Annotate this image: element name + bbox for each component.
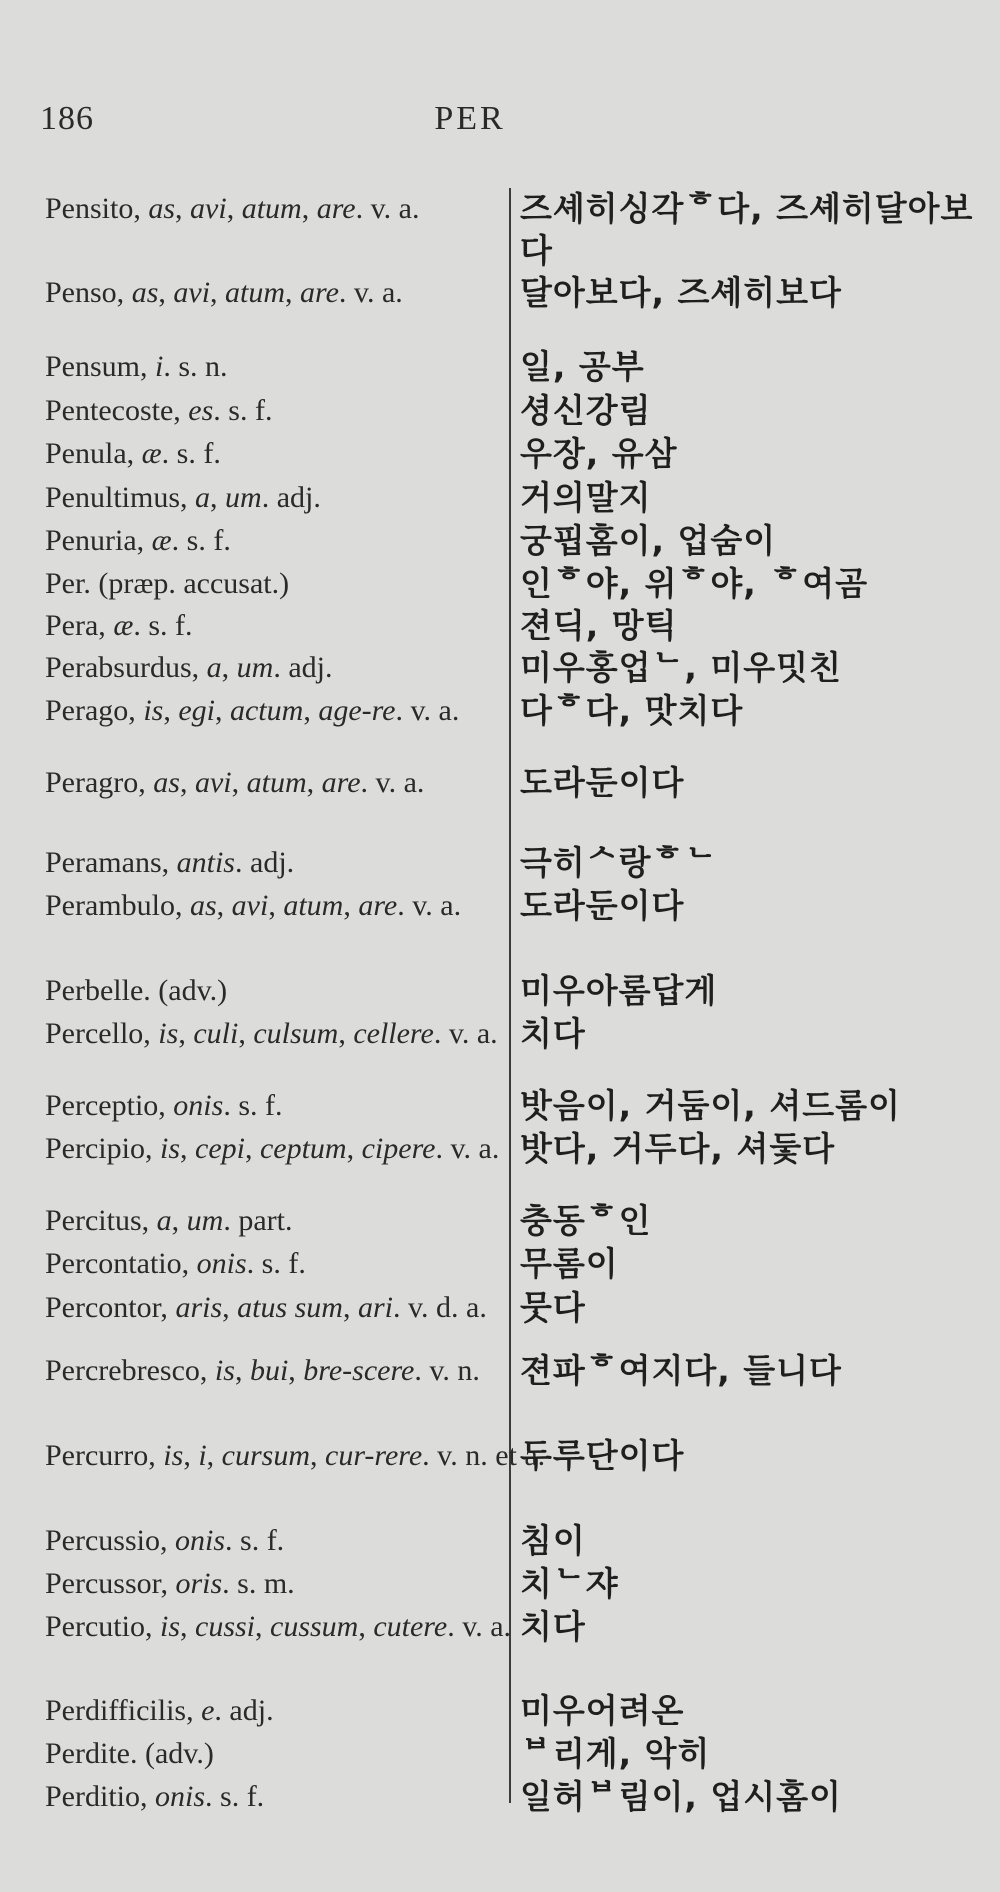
korean-definition: 미우홍업ᄂ, 미우밋친 <box>520 648 842 687</box>
korean-definition: 침이 <box>520 1521 586 1560</box>
korean-definition: 미우아롬답게 <box>520 971 718 1010</box>
korean-definition: 충동ᄒ인 <box>520 1201 652 1240</box>
korean-definition: 치ᄂ쟈 <box>520 1564 619 1603</box>
latin-headword: Penuria, æ. s. f. <box>45 524 231 557</box>
korean-definition: 다ᄒ다, 맛치다 <box>520 691 744 730</box>
korean-definition: 무롬이 <box>520 1244 619 1283</box>
latin-headword: Perditio, onis. s. f. <box>45 1780 265 1813</box>
korean-definition: 미우어려온 <box>520 1691 685 1730</box>
latin-headword: Peragro, as, avi, atum, are. v. a. <box>45 766 425 799</box>
korean-definition: 궁핍홈이, 업숨이 <box>520 521 777 560</box>
latin-headword: Percontor, aris, atus sum, ari. v. d. a. <box>45 1291 487 1324</box>
korean-definition: 젼딕, 망틱 <box>520 606 678 645</box>
korean-definition: 두루단이다 <box>520 1436 685 1475</box>
latin-headword: Percontatio, onis. s. f. <box>45 1247 306 1280</box>
korean-definition: 달아보다, 즈셰히보다 <box>520 273 842 312</box>
korean-definition: 치다 <box>520 1014 586 1053</box>
korean-definition: 거의말지 <box>520 478 652 517</box>
latin-headword: Pera, æ. s. f. <box>45 609 193 642</box>
korean-definition: 일허ᄇ림이, 업시홈이 <box>520 1777 842 1816</box>
korean-definition: 밧음이, 거둠이, 셔드롬이 <box>520 1086 901 1125</box>
latin-headword: Perago, is, egi, actum, age-re. v. a. <box>45 694 460 727</box>
latin-headword: Percello, is, culi, culsum, cellere. v. a. <box>45 1017 498 1050</box>
running-head-text: PER <box>434 100 506 137</box>
latin-headword: Per. (præp. accusat.) <box>45 567 290 600</box>
latin-headword: Pensum, i. s. n. <box>45 350 228 383</box>
korean-definition: 도라둔이다 <box>520 886 685 925</box>
latin-headword: Perabsurdus, a, um. adj. <box>45 651 333 684</box>
latin-headword: Percutio, is, cussi, cussum, cutere. v. a. <box>45 1610 512 1643</box>
latin-headword: Percrebresco, is, bui, bre-scere. v. n. <box>45 1354 480 1387</box>
latin-headword: Percurro, is, i, cursum, cur-rere. v. n. et a. <box>45 1439 546 1472</box>
korean-definition: 우장, 유삼 <box>520 434 678 473</box>
latin-headword: Percipio, is, cepi, ceptum, cipere. v. a. <box>45 1132 500 1165</box>
latin-headword: Perceptio, onis. s. f. <box>45 1089 283 1122</box>
latin-headword: Penultimus, a, um. adj. <box>45 481 321 514</box>
latin-headword: Peramans, antis. adj. <box>45 846 295 879</box>
korean-definition: 즈셰히싱각ᄒ다, 즈셰히달아보다 <box>520 189 974 270</box>
korean-definition: 젼파ᄒ여지다, 들니다 <box>520 1351 842 1390</box>
korean-definition: 극히ᄉ랑ᄒᄂ <box>520 843 718 882</box>
latin-headword: Perambulo, as, avi, atum, are. v. a. <box>45 889 462 922</box>
latin-headword: Pensito, as, avi, atum, are. v. a. <box>45 192 420 225</box>
latin-headword: Percitus, a, um. part. <box>45 1204 293 1237</box>
latin-headword: Percussio, onis. s. f. <box>45 1524 285 1557</box>
korean-definition: ᄇ리게, 악히 <box>520 1734 711 1773</box>
latin-headword: Perdifficilis, e. adj. <box>45 1694 274 1727</box>
korean-definition: 셩신강림 <box>520 391 652 430</box>
latin-headword: Percussor, oris. s. m. <box>45 1567 295 1600</box>
latin-headword: Perbelle. (adv.) <box>45 974 228 1007</box>
korean-definition: 인ᄒ야, 위ᄒ야, ᄒ여곰 <box>520 564 868 603</box>
korean-definition: 뭇다 <box>520 1288 586 1327</box>
korean-definition: 밧다, 거두다, 셔둧다 <box>520 1129 836 1168</box>
korean-definition: 도라둔이다 <box>520 763 685 802</box>
latin-headword: Perdite. (adv.) <box>45 1737 214 1770</box>
latin-headword: Pentecoste, es. s. f. <box>45 394 273 427</box>
latin-headword: Penso, as, avi, atum, are. v. a. <box>45 276 403 309</box>
page-number: 186 <box>40 100 94 137</box>
korean-definition: 치다 <box>520 1607 586 1646</box>
latin-headword: Penula, æ. s. f. <box>45 437 221 470</box>
korean-definition: 일, 공부 <box>520 347 645 386</box>
